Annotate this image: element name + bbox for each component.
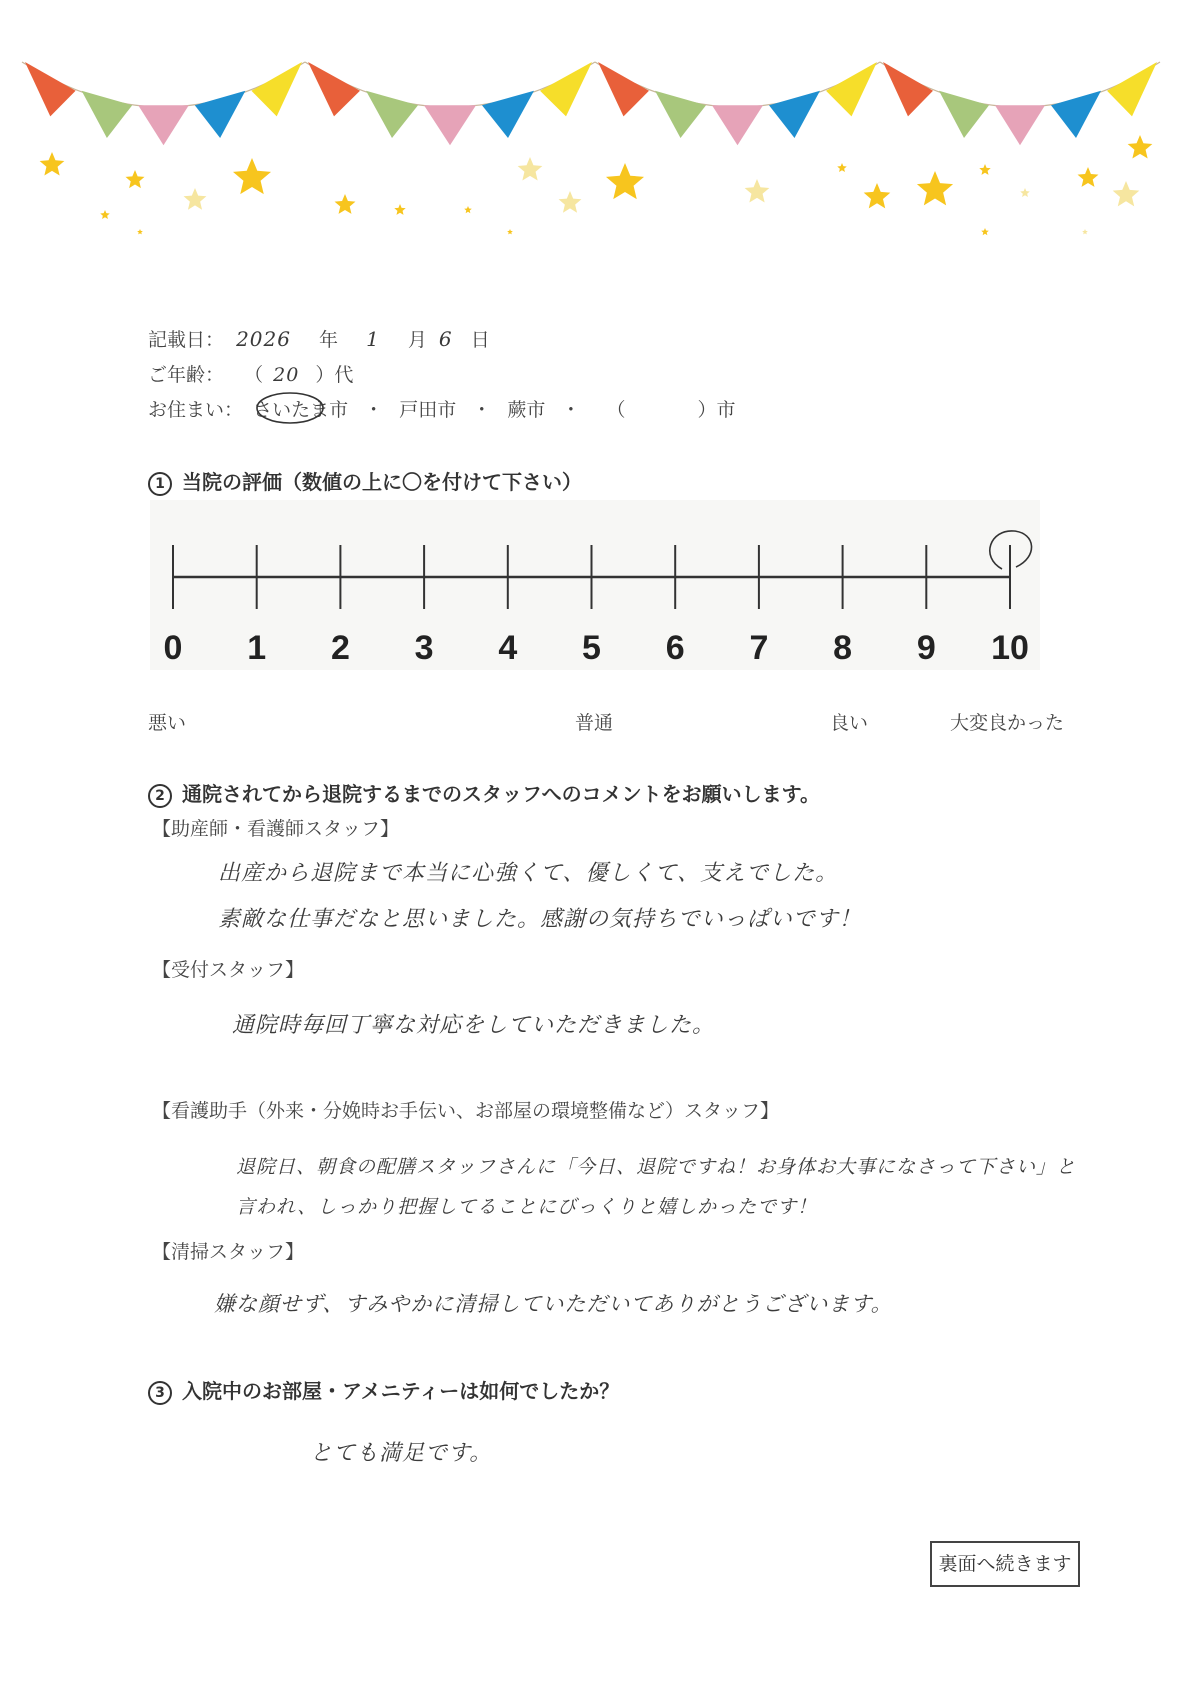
star-icon	[745, 179, 770, 203]
scale-tick-label: 8	[833, 629, 853, 667]
bunting-flag	[540, 62, 592, 116]
comment-nurse-line1: 出産から退院まで本当に心強くて、優しくて、支えでした。	[218, 861, 839, 886]
section1-title: 当院の評価（数値の上に〇を付けて下さい）	[182, 470, 582, 494]
star-icon	[518, 157, 543, 181]
age-open-paren: （	[244, 364, 264, 386]
residence-separator: ・	[364, 399, 384, 421]
star-icon	[233, 158, 271, 194]
star-icon	[606, 163, 644, 199]
age-label: ご年齢：	[148, 364, 225, 386]
comment-nursing-assistant-line1: 退院日、朝食の配膳スタッフさんに「今日、退院ですね！お身体お大事になさって下さい」と	[236, 1156, 1077, 1178]
day-unit: 日	[470, 329, 490, 351]
staff-label-cleaning: 【清掃スタッフ】	[152, 1241, 305, 1263]
comment-nursing-assistant-line2: 言われ、しっかり把握してることにびっくりと嬉しかったです！	[236, 1196, 818, 1218]
bunting-flag	[366, 91, 418, 138]
rating-scale-graphic	[150, 500, 1040, 670]
bunting-flag	[138, 105, 189, 145]
section3-number: 3	[148, 1381, 172, 1405]
comment-cleaning: 嫌な顔せず、すみやかに清掃していただいてありがとうございます。	[214, 1292, 893, 1316]
star-icon	[1082, 229, 1088, 234]
bunting-flag	[1051, 91, 1101, 138]
bunting-flag	[1107, 62, 1157, 116]
comment-nurse-line2: 素敵な仕事だなと思いました。感謝の気持ちでいっぱいです！	[218, 907, 862, 932]
section2-heading	[148, 778, 820, 808]
label-normal: 普通	[575, 712, 614, 734]
section3-heading	[148, 1375, 619, 1405]
bunting-flag	[598, 62, 649, 116]
star-icon	[100, 210, 110, 219]
bunting-flag	[769, 91, 820, 138]
scale-tick-label: 7	[749, 629, 769, 667]
date-day-value: 6	[438, 327, 453, 351]
label-good: 良い	[830, 712, 869, 734]
residence-separator: ・	[561, 399, 581, 421]
month-unit: 月	[407, 329, 427, 351]
scale-tick-label: 3	[414, 629, 434, 667]
scale-tick-label: 1	[247, 629, 267, 667]
bunting-flag	[482, 91, 534, 138]
star-icon	[864, 183, 891, 208]
staff-label-nursing-assistant: 【看護助手（外来・分娩時お手伝い、お部屋の環境整備など）スタッフ】	[152, 1100, 780, 1122]
star-icon	[917, 171, 953, 205]
staff-label-reception: 【受付スタッフ】	[152, 959, 305, 981]
scale-tick-label: 6	[665, 629, 685, 667]
residence-option-saitama: さいたま市	[253, 399, 349, 421]
bunting-flag	[939, 91, 989, 138]
bunting-banner	[0, 0, 1190, 250]
section3-answer: とても満足です。	[310, 1441, 493, 1466]
star-icon	[464, 206, 472, 213]
star-icon	[837, 163, 847, 172]
star-icon	[981, 228, 989, 235]
date-label: 記載日：	[148, 329, 225, 351]
year-unit: 年	[319, 329, 339, 351]
residence-label: お住まい：	[148, 399, 244, 421]
scale-tick-label: 10	[991, 629, 1029, 667]
rating-scale	[150, 500, 1040, 670]
comment-reception: 通院時毎回丁寧な対応をしていただきました。	[232, 1013, 716, 1038]
section2-title: 通院されてから退院するまでのスタッフへのコメントをお願いします。	[182, 782, 820, 806]
bunting-flag	[655, 91, 706, 138]
star-icon	[507, 229, 513, 234]
residence-option-warabi: 蕨市	[507, 399, 546, 421]
residence-other-open: （	[606, 399, 626, 421]
staff-label-nurse: 【助産師・看護師スタッフ】	[152, 818, 400, 840]
bunting-flag	[82, 91, 133, 138]
star-icon	[40, 152, 65, 176]
scale-tick-label: 5	[582, 629, 601, 667]
scale-tick-label: 9	[916, 629, 936, 667]
section1-heading	[148, 466, 582, 496]
residence-separator: ・	[472, 399, 492, 421]
bunting-flag	[883, 62, 933, 116]
bunting-flag	[25, 62, 76, 116]
residence-other-close: ）市	[697, 399, 736, 421]
section3-title: 入院中のお部屋・アメニティーは如何でしたか？	[182, 1379, 620, 1403]
scale-tick-label: 4	[498, 629, 518, 667]
star-icon	[1020, 188, 1030, 197]
bunting-flag	[195, 91, 246, 138]
date-month-value: 1	[366, 327, 380, 351]
section1-number: 1	[148, 472, 172, 496]
residence-field	[148, 395, 736, 422]
star-icon	[125, 170, 144, 188]
star-icon	[394, 204, 405, 215]
star-icon	[1113, 181, 1140, 206]
date-year-value: 2026	[236, 327, 291, 351]
age-field	[148, 360, 353, 387]
age-value: 20	[273, 364, 300, 386]
section2-number: 2	[148, 784, 172, 808]
bunting-flag	[308, 62, 360, 116]
bunting-flag	[826, 62, 877, 116]
age-close-paren: ）代	[315, 364, 354, 386]
star-icon	[1078, 167, 1099, 187]
star-icon	[1128, 135, 1153, 159]
residence-selected-circle	[252, 388, 332, 428]
bunting-flag	[424, 105, 476, 145]
scale-tick-label: 2	[330, 629, 350, 667]
scale-tick-label: 0	[163, 629, 183, 667]
residence-option-toda: 戸田市	[399, 399, 457, 421]
label-bad: 悪い	[148, 712, 187, 734]
bunting-flag	[995, 105, 1045, 145]
star-icon	[184, 188, 207, 210]
star-icon	[335, 194, 356, 214]
star-icon	[137, 229, 143, 234]
star-icon	[979, 164, 990, 175]
star-icon	[559, 191, 582, 213]
bunting-flag	[712, 105, 763, 145]
bunting-flag	[251, 62, 302, 116]
label-very-good: 大変良かった	[950, 712, 1065, 734]
continue-on-back-box: 裏面へ続きます	[930, 1541, 1080, 1587]
date-field	[148, 325, 490, 352]
